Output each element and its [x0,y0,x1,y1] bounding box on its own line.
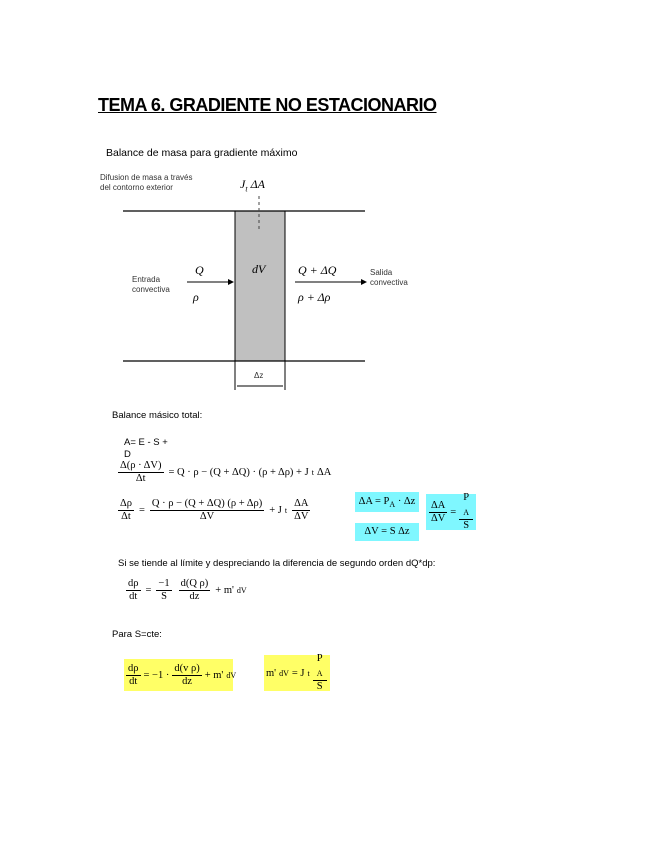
eq2-r-num: ΔA [294,498,309,509]
section-cte-heading: Para S=cte: [112,629,162,640]
inlet-arrowhead [228,279,234,285]
eq3-tail: + m' [215,585,234,596]
area-relation-sub: A [389,500,396,510]
eq5-r-den: S [316,681,323,693]
eq3-d-den: dz [189,591,200,602]
dv-label: dV [252,262,266,276]
eq3-c-den: S [161,591,167,602]
area-relation-lhs: ΔA = P [358,496,390,507]
flux-area: ΔA [250,177,265,191]
eq2-mid-fraction [150,498,264,523]
ratio-rhs-den: S [463,520,470,532]
inlet-q: Q [195,263,204,277]
area-relation-rhs: · Δz [397,496,416,507]
outlet-label-line1: Salida [370,268,393,277]
equation-4-box [124,659,237,691]
ratio-equals: = [450,506,457,518]
eq2-equals: = [139,505,145,516]
eq3-c-fraction [156,578,171,603]
ratio-rhs-num [459,492,473,520]
eq3-lhs-den: dt [129,591,138,602]
eq4-lhs-den: dt [129,675,138,687]
eq2-mid-den: ΔV [199,511,215,522]
page-title: TEMA 6. GRADIENTE NO ESTACIONARIO [98,95,437,115]
inlet-label [132,275,170,295]
area-relation-box [355,492,419,512]
eq3-c-num: −1 [158,578,170,589]
inlet-rho: ρ [193,290,199,304]
eq2-j: + J [269,505,282,516]
section-total-heading: Balance másico total: [112,410,203,421]
eq5-mid-sub: t [307,668,310,678]
dz-label: Δz [254,371,264,380]
eq1-rhs-tail: ΔA [316,467,332,478]
eq4-d-num: d(v ρ) [174,662,200,674]
control-volume [235,211,285,361]
flux-subscript: t [245,184,248,194]
ratio-rhs-num-p: P [463,491,470,503]
eq2-lhs-fraction [118,498,134,523]
equation-5-box [264,652,330,693]
eq4-d-fraction [172,663,201,688]
eq1-rhs: = Q · ρ − (Q + ΔQ) · (ρ + Δρ) + J [168,467,309,478]
outlet-arrowhead [361,279,367,285]
eq5-r-num [313,653,327,681]
ratio-rhs-fraction [459,492,473,532]
section-limit-heading: Si se tiende al límite y despreciando la diferencia de segundo orden dQ*dp: [118,558,436,569]
flux-symbol: J [240,177,246,191]
ratio-lhs-num: ΔA [430,499,446,511]
eq1-lhs-num: Δ(ρ · ΔV) [120,460,162,471]
eq4-lhs-num: dρ [128,662,139,674]
eq4-d-den: dz [182,675,192,687]
eq2-j-sub: t [284,506,288,515]
eq5-r-fraction [313,653,327,693]
inlet-label-line1: Entrada [132,275,161,284]
volume-relation-box: ΔV = S Δz [355,523,419,541]
eq2-mid-num: Q · ρ − (Q + ΔQ) (ρ + Δρ) [151,498,263,509]
ratio-lhs-fraction [429,500,447,525]
eq1-lhs-den: Δt [135,473,146,484]
outlet-label [370,268,408,288]
eq2-r-den: ΔV [294,511,309,522]
ratio-relation-box [426,491,476,532]
ratio-lhs-den: ΔV [430,512,446,524]
aesd-line1: A= E - S + [124,437,168,448]
aesd-equation [124,437,168,461]
eq1-rhs-sub: t [311,468,314,477]
eq1-lhs-fraction [118,460,164,485]
diffusion-label-line1: Difusion de masa a través [100,173,193,182]
eq2-lhs-den: Δt [121,511,131,522]
aesd-line2: D [124,449,131,460]
equation-2 [116,498,312,523]
eq3-equals: = [145,585,152,596]
eq5-lhs-sub: dV [279,668,289,678]
eq5-lhs: m' [266,667,277,679]
eq5-r-num-sub: A [316,669,323,679]
eq3-d-fraction [179,578,211,603]
eq4-tail: + m' [204,669,224,681]
eq5-mid: = J [291,667,305,679]
eq4-mid: = −1 · [143,669,170,681]
ratio-rhs-num-sub: A [463,508,470,518]
eq2-lhs-num: Δρ [120,498,132,509]
eq4-tail-sub: dV [226,670,237,680]
eq3-tail-sub: dV [236,586,247,595]
outlet-q: Q + ΔQ [298,263,337,277]
equation-3 [124,578,247,603]
eq3-d-num: d(Q ρ) [180,578,209,589]
inlet-label-line2: convectiva [132,285,170,294]
eq3-lhs-num: dρ [128,578,139,589]
outlet-label-line2: convectiva [370,278,408,287]
eq4-lhs-fraction [126,663,141,688]
eq5-r-num-p: P [316,652,323,664]
diffusion-label [100,173,193,193]
equation-1 [116,460,331,485]
subtitle: Balance de masa para gradiente máximo [106,147,298,159]
diffusion-label-line2: del contorno exterior [100,183,173,192]
eq3-lhs-fraction [126,578,141,603]
outlet-rho: ρ + Δρ [298,290,331,304]
flux-label [240,177,265,193]
eq2-r-fraction [292,498,310,523]
